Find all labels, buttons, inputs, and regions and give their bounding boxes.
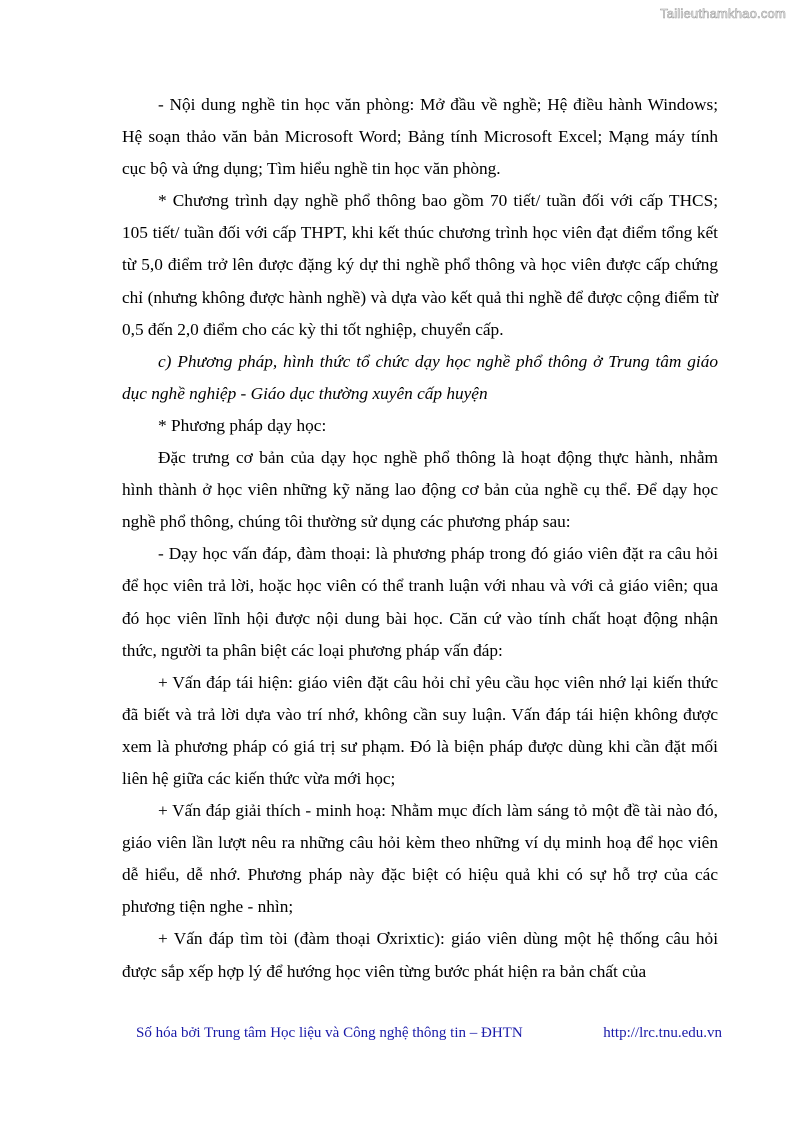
paragraph-9: + Vấn đáp tìm tòi (đàm thoại Ơxrixtic): giáo viên dùng một hệ thống câu hỏi được sắp xếp hợp lý để hướng học viên từng bước phát hiện ra bản chất của (122, 929, 718, 981)
paragraph-5: Đặc trưng cơ bản của dạy học nghề phổ thông là hoạt động thực hành, nhằm hình thành ở học viên những kỹ năng lao động cơ bản của nghề cụ thể. Để dạy học nghề phổ thông, chúng tôi thường sử dụng các phương pháp sau: (122, 448, 718, 532)
paragraph-6: - Dạy học vấn đáp, đàm thoại: là phương pháp trong đó giáo viên đặt ra câu hỏi để học viên trả lời, hoặc học viên có thể tranh luận với nhau và với cả giáo viên; qua đó học viên lĩnh hội được nội dung bài học. Căn cứ vào tính chất hoạt động nhận thức, người ta phân biệt các loại phương pháp vấn đáp: (122, 544, 718, 660)
section-heading: c) Phương pháp, hình thức tổ chức dạy học nghề phổ thông ở Trung tâm giáo dục nghề nghiệp - Giáo dục thường xuyên cấp huyện (122, 351, 718, 403)
watermark: Tailieuthamkhao.com (660, 6, 786, 21)
footer-credit: Số hóa bởi Trung tâm Học liệu và Công nghệ thông tin – ĐHTN (136, 1025, 523, 1041)
paragraph-4: * Phương pháp dạy học: (158, 415, 327, 435)
page-body (122, 89, 718, 988)
paragraph-7: + Vấn đáp tái hiện: giáo viên đặt câu hỏi chỉ yêu cầu học viên nhớ lại kiến thức đã biết và trả lời dựa vào trí nhớ, không cần suy luận. Vấn đáp tái hiện không được xem là phương pháp có giá trị sư phạm. Đó là biện pháp được dùng khi cần đặt mối liên hệ giữa các kiến thức vừa mới học; (122, 672, 718, 788)
page-footer (136, 1025, 722, 1042)
footer-url[interactable]: http://lrc.tnu.edu.vn (603, 1025, 722, 1041)
paragraph-2: * Chương trình dạy nghề phổ thông bao gồm 70 tiết/ tuần đối với cấp THCS; 105 tiết/ tuần đối với cấp THPT, khi kết thúc chương trình học viên đạt điểm tổng kết từ 5,0 điểm trở lên được đặng ký dự thi nghề phổ thông và học viên được cấp chứng chỉ (nhưng không được hành nghề) và dựa vào kết quả thi nghề để được cộng điểm từ 0,5 đến 2,0 điểm cho các kỳ thi tốt nghiệp, chuyển cấp. (122, 191, 718, 339)
paragraph-1: - Nội dung nghề tin học văn phòng: Mở đầu về nghề; Hệ điều hành Windows; Hệ soạn thảo văn bản Microsoft Word; Bảng tính Microsoft Excel; Mạng máy tính cục bộ và ứng dụng; Tìm hiểu nghề tin học văn phòng. (122, 95, 718, 179)
paragraph-8: + Vấn đáp giải thích - minh hoạ: Nhằm mục đích làm sáng tỏ một đề tài nào đó, giáo viên lần lượt nêu ra những câu hỏi kèm theo những ví dụ minh hoạ để học viên dễ hiểu, dễ nhớ. Phương pháp này đặc biệt có hiệu quả khi có sự hỗ trợ của các phương tiện nghe - nhìn; (122, 801, 718, 917)
